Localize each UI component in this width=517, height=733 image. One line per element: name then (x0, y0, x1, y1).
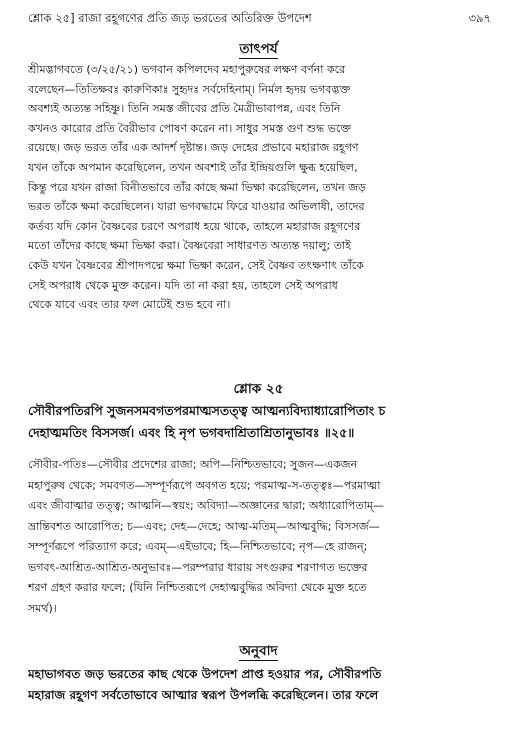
translation-heading: অনুবাদ (239, 643, 278, 659)
purport-section (28, 60, 492, 315)
purport-line: কর্তব্য যদি কোন বৈষ্ণবের চরণে অপরাধ হয়ে থাকে, তাহলে মহারাজ রহূগণের (28, 219, 361, 233)
purport-line: যখন তাঁকে অপমান করেছিলেন, তখন অবশ্যই তাঁর ইন্দ্রিয়গুলি ক্ষুব্ধ হয়েছিল, (28, 160, 358, 174)
running-title: শ্লোক ২৫] রাজা রহূগণের প্রতি জড় ভরতের অতিরিক্ত উপদেশ (28, 11, 312, 25)
translation-line: মহারাজ রহূগণ সর্বতোভাবে আত্মার স্বরূপ উপলব্ধি করেছিলেন। তার ফলে (28, 688, 379, 702)
verse-line: দেহাত্মমতিং বিসসর্জ। এবং হি নৃপ ভগবদাশ্রিতাশ্রিতানুভাবঃ ॥২৫॥ (28, 425, 355, 440)
purport-line: কিন্তু পরে যখন রাজা বিনীতভাবে তাঁর কাছে ক্ষমা ভিক্ষা করেছিলেন, তখন জড় (28, 180, 366, 194)
purport-line: কেউ যখন বৈষ্ণবের শ্রীপাদপদ্মে ক্ষমা ভিক্ষা করেন, সেই বৈষ্ণব তৎক্ষণাৎ তাঁকে (28, 258, 364, 272)
verse-heading: শ্লোক ২৫ (233, 381, 284, 397)
synonym-line: শরণ গ্রহণ করার ফলে; (যিনি নিশ্চিতরূপে দেহাত্মবুদ্ধির অবিদ্যা থেকে মুক্ত হতে (28, 581, 367, 594)
purport-line: শ্রীমদ্ভাগবতে (৩/২৫/২১) ভগবান কপিলদেব মহাপুরুষের লক্ষণ বর্ণনা করে (28, 63, 346, 76)
page-number: ৩৯৭ (468, 11, 491, 25)
page-header (28, 8, 491, 28)
synonym-line: সম্পূর্ণরূপে পরিত্যাগ করে; এবম্—এইভাবে; হি—নিশ্চিতভাবে; নৃপ—হে রাজন্; (28, 540, 368, 553)
purport-line: কখনও কারোর প্রতি বৈরীভাব পোষণ করেন না। সাধুর সমস্ত গুণ শুদ্ধ ভক্তে (28, 121, 351, 135)
purport-line: থেকে যাবে এবং তার ফল মোটেই শুভ হবে না। (28, 298, 231, 312)
translation-text (28, 664, 492, 706)
purport-line: সেই অপরাধ থেকে মুক্ত করেন। যদি তা না করা হয়, তাহলে সেই অপরাধ (28, 278, 338, 292)
synonym-line: সমর্থ)। (28, 601, 57, 615)
purport-line: মতো তাঁদের কাছে ক্ষমা ভিক্ষা করা। বৈষ্ণবেরা সাধারণত অত্যন্ত দয়ালু; তাই (28, 239, 351, 253)
translation-line: মহাভাগবত জড় ভরতের কাছ থেকে উপদেশ প্রাপ্ত হওয়ার পর, সৌবীরপতি (28, 667, 382, 681)
synonym-line: এবং জীবাত্মার তত্ত্ব; আত্মনি—স্বয়ং; অবিদ্যা—অজ্ঞানের দ্বারা; অধ্যারোপিতাম্— (28, 499, 384, 512)
purport-heading: তাৎপর্য (239, 41, 278, 57)
synonym-line: সৌবীর-পতিঃ—সৌবীর প্রদেশের রাজা; অপি—নিশ্চিতভাবে; সুজন—একজন (28, 458, 358, 471)
synonyms-section (28, 455, 492, 619)
synonym-line: ভগবৎ-আশ্রিত-আশ্রিত-অনুভাবঃ—পরম্পরার ধারায় সৎগুরুর শরণাগত ভক্তের (28, 560, 368, 574)
purport-line: বলেছেন—তিতিক্ষবঃ কারুণিকাঃ সুহৃদঃ সর্বদেহিনাম্। নির্মল হৃদয় ভগবদ্ভক্ত (28, 82, 351, 96)
purport-line: ভরত তাঁকে ক্ষমা করেছিলেন। যারা ভগবদ্ধামে ফিরে যাওয়ার অভিলাষী, তাদের (28, 200, 365, 214)
synonym-line: ভ্রান্তিবশত আরোপিত; চ—এবং; দেহ—দেহে; আত্ম-মতিম্—আত্মবুদ্ধি; বিসসর্জ— (28, 519, 380, 533)
verse-text (28, 400, 492, 444)
synonym-line: মহাপুরুষ থেকে; সমবগত—সম্পূর্ণরূপে অবগত হয়ে; পরমাত্ম-স-তত্ত্বঃ—পরমাত্মা (28, 478, 381, 492)
purport-line: রয়েছে। জড় ভরত তাঁর এক আদর্শ দৃষ্টান্ত। জড় দেহের প্রভাবে মহারাজ রহূগণ (28, 141, 359, 155)
purport-line: অবশ্যই অত্যন্ত সহিষ্ণু। তিনি সমস্ত জীবের প্রতি মৈত্রীভাবাপন্ন, এবং তিনি (28, 102, 341, 116)
verse-line: সৌবীরপতিরপি সুজনসমবগতপরমাত্মসতত্ত্ব আত্মন্যবিদ্যাধ্যারোপিতাং চ (28, 403, 386, 418)
